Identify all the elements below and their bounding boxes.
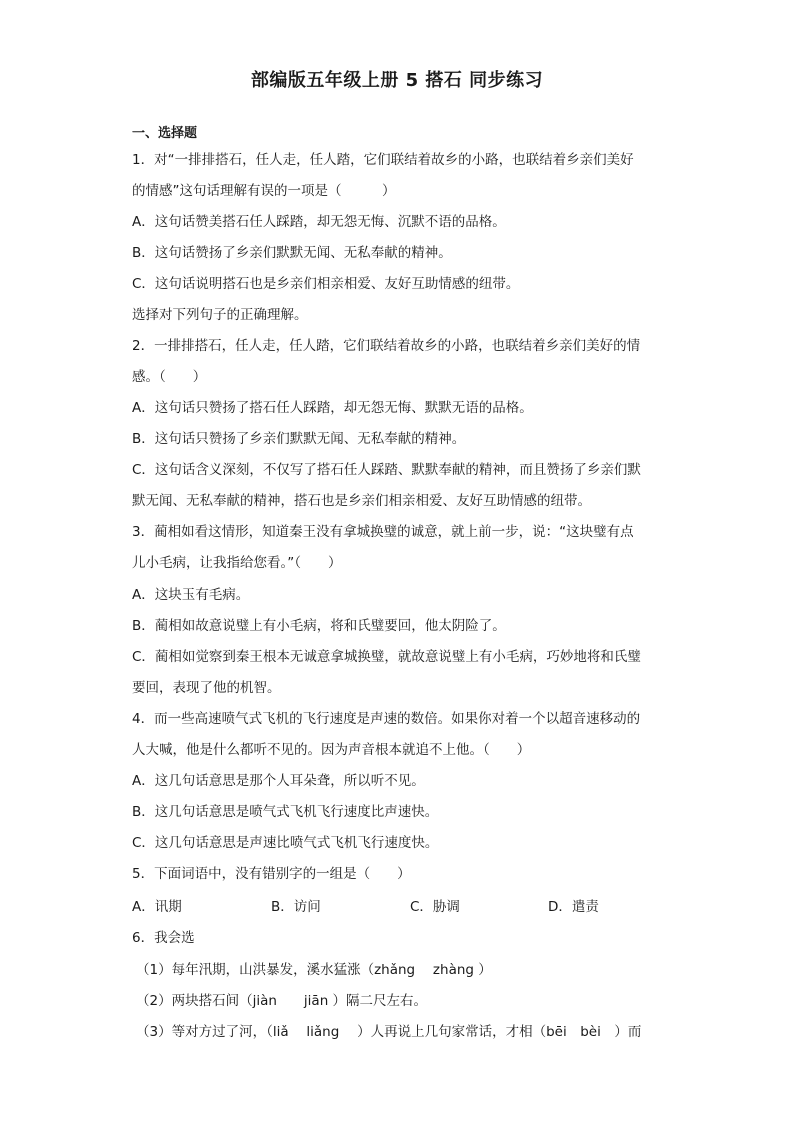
option-line: C．这句话说明搭石也是乡亲们相亲相爱、友好互助情感的纽带。 xyxy=(132,276,520,292)
option-line: 要回，表现了他的机智。 xyxy=(132,680,281,696)
text-line: 的情感”这句话理解有误的一项是（ ） xyxy=(132,183,396,199)
option-line: B．这句话只赞扬了乡亲们默默无闻、无私奉献的精神。 xyxy=(132,431,466,447)
text-line: 人大喊，他是什么都听不见的。因为声音根本就追不上他。（ ） xyxy=(132,742,531,758)
sub-question: （1）每年汛期，山洪暴发，溪水猛涨（zhǎng zhàng ） xyxy=(136,962,492,978)
option-line: A．这句话只赞扬了搭石任人踩踏，却无怨无悔、默默无语的品格。 xyxy=(132,400,533,416)
option-line: A．这几句话意思是那个人耳朵聋，所以听不见。 xyxy=(132,773,425,789)
sub-question: （2）两块搭石间（jiàn jiān ）隔二尺左右。 xyxy=(136,993,428,1009)
option-line: C．这几句话意思是声速比喷气式飞机飞行速度快。 xyxy=(132,835,439,851)
text-line: 5．下面词语中，没有错别字的一组是（ ） xyxy=(132,866,411,882)
option-line: B．蔺相如故意说璧上有小毛病，将和氏璧要回，他太阴险了。 xyxy=(132,618,506,634)
q5-option-c: C．胁调 xyxy=(410,899,460,915)
option-line: A．这块玉有毛病。 xyxy=(132,587,250,603)
section-heading: 一、选择题 xyxy=(132,126,198,141)
q5-option-a: A．讯期 xyxy=(132,899,182,915)
q5-option-b: B．访问 xyxy=(271,899,321,915)
q5-option-d: D．遣责 xyxy=(548,899,599,915)
option-line: C．蔺相如觉察到秦王根本无诚意拿城换璧，就故意说璧上有小毛病，巧妙地将和氏璧 xyxy=(132,649,641,665)
option-line: B．这几句话意思是喷气式飞机飞行速度比声速快。 xyxy=(132,804,439,820)
instruction-line: 选择对下列句子的正确理解。 xyxy=(132,307,308,323)
sub-question: （3）等对方过了河，（liǎ liǎng ）人再说上几句家常话，才相（bēi bèi ）而 xyxy=(136,1024,642,1040)
text-line: 6．我会选 xyxy=(132,930,195,946)
page-title: 部编版五年级上册 5 搭石 同步练习 xyxy=(250,70,544,91)
option-line: A．这句话赞美搭石任人踩踏，却无怨无悔、沉默不语的品格。 xyxy=(132,214,506,230)
text-line: 感。（ ） xyxy=(132,369,207,385)
text-line: 1．对“一排排搭石，任人走，任人踏，它们联结着故乡的小路，也联结着乡亲们美好 xyxy=(132,152,634,168)
text-line: 2．一排排搭石，任人走，任人踏，它们联结着故乡的小路，也联结着乡亲们美好的情 xyxy=(132,338,641,354)
option-line: C．这句话含义深刻，不仅写了搭石任人踩踏、默默奉献的精神，而且赞扬了乡亲们默 xyxy=(132,462,641,478)
option-line: 默无闻、无私奉献的精神，搭石也是乡亲们相亲相爱、友好互助情感的纽带。 xyxy=(132,493,591,509)
text-line: 4．而一些高速喷气式飞机的飞行速度是声速的数倍。如果你对着一个以超音速移动的 xyxy=(132,711,641,727)
text-line: 儿小毛病，让我指给您看。”（ ） xyxy=(132,555,342,571)
option-line: B．这句话赞扬了乡亲们默默无闻、无私奉献的精神。 xyxy=(132,245,452,261)
text-line: 3．蔺相如看这情形，知道秦王没有拿城换璧的诚意，就上前一步，说：“这块璧有点 xyxy=(132,524,634,540)
